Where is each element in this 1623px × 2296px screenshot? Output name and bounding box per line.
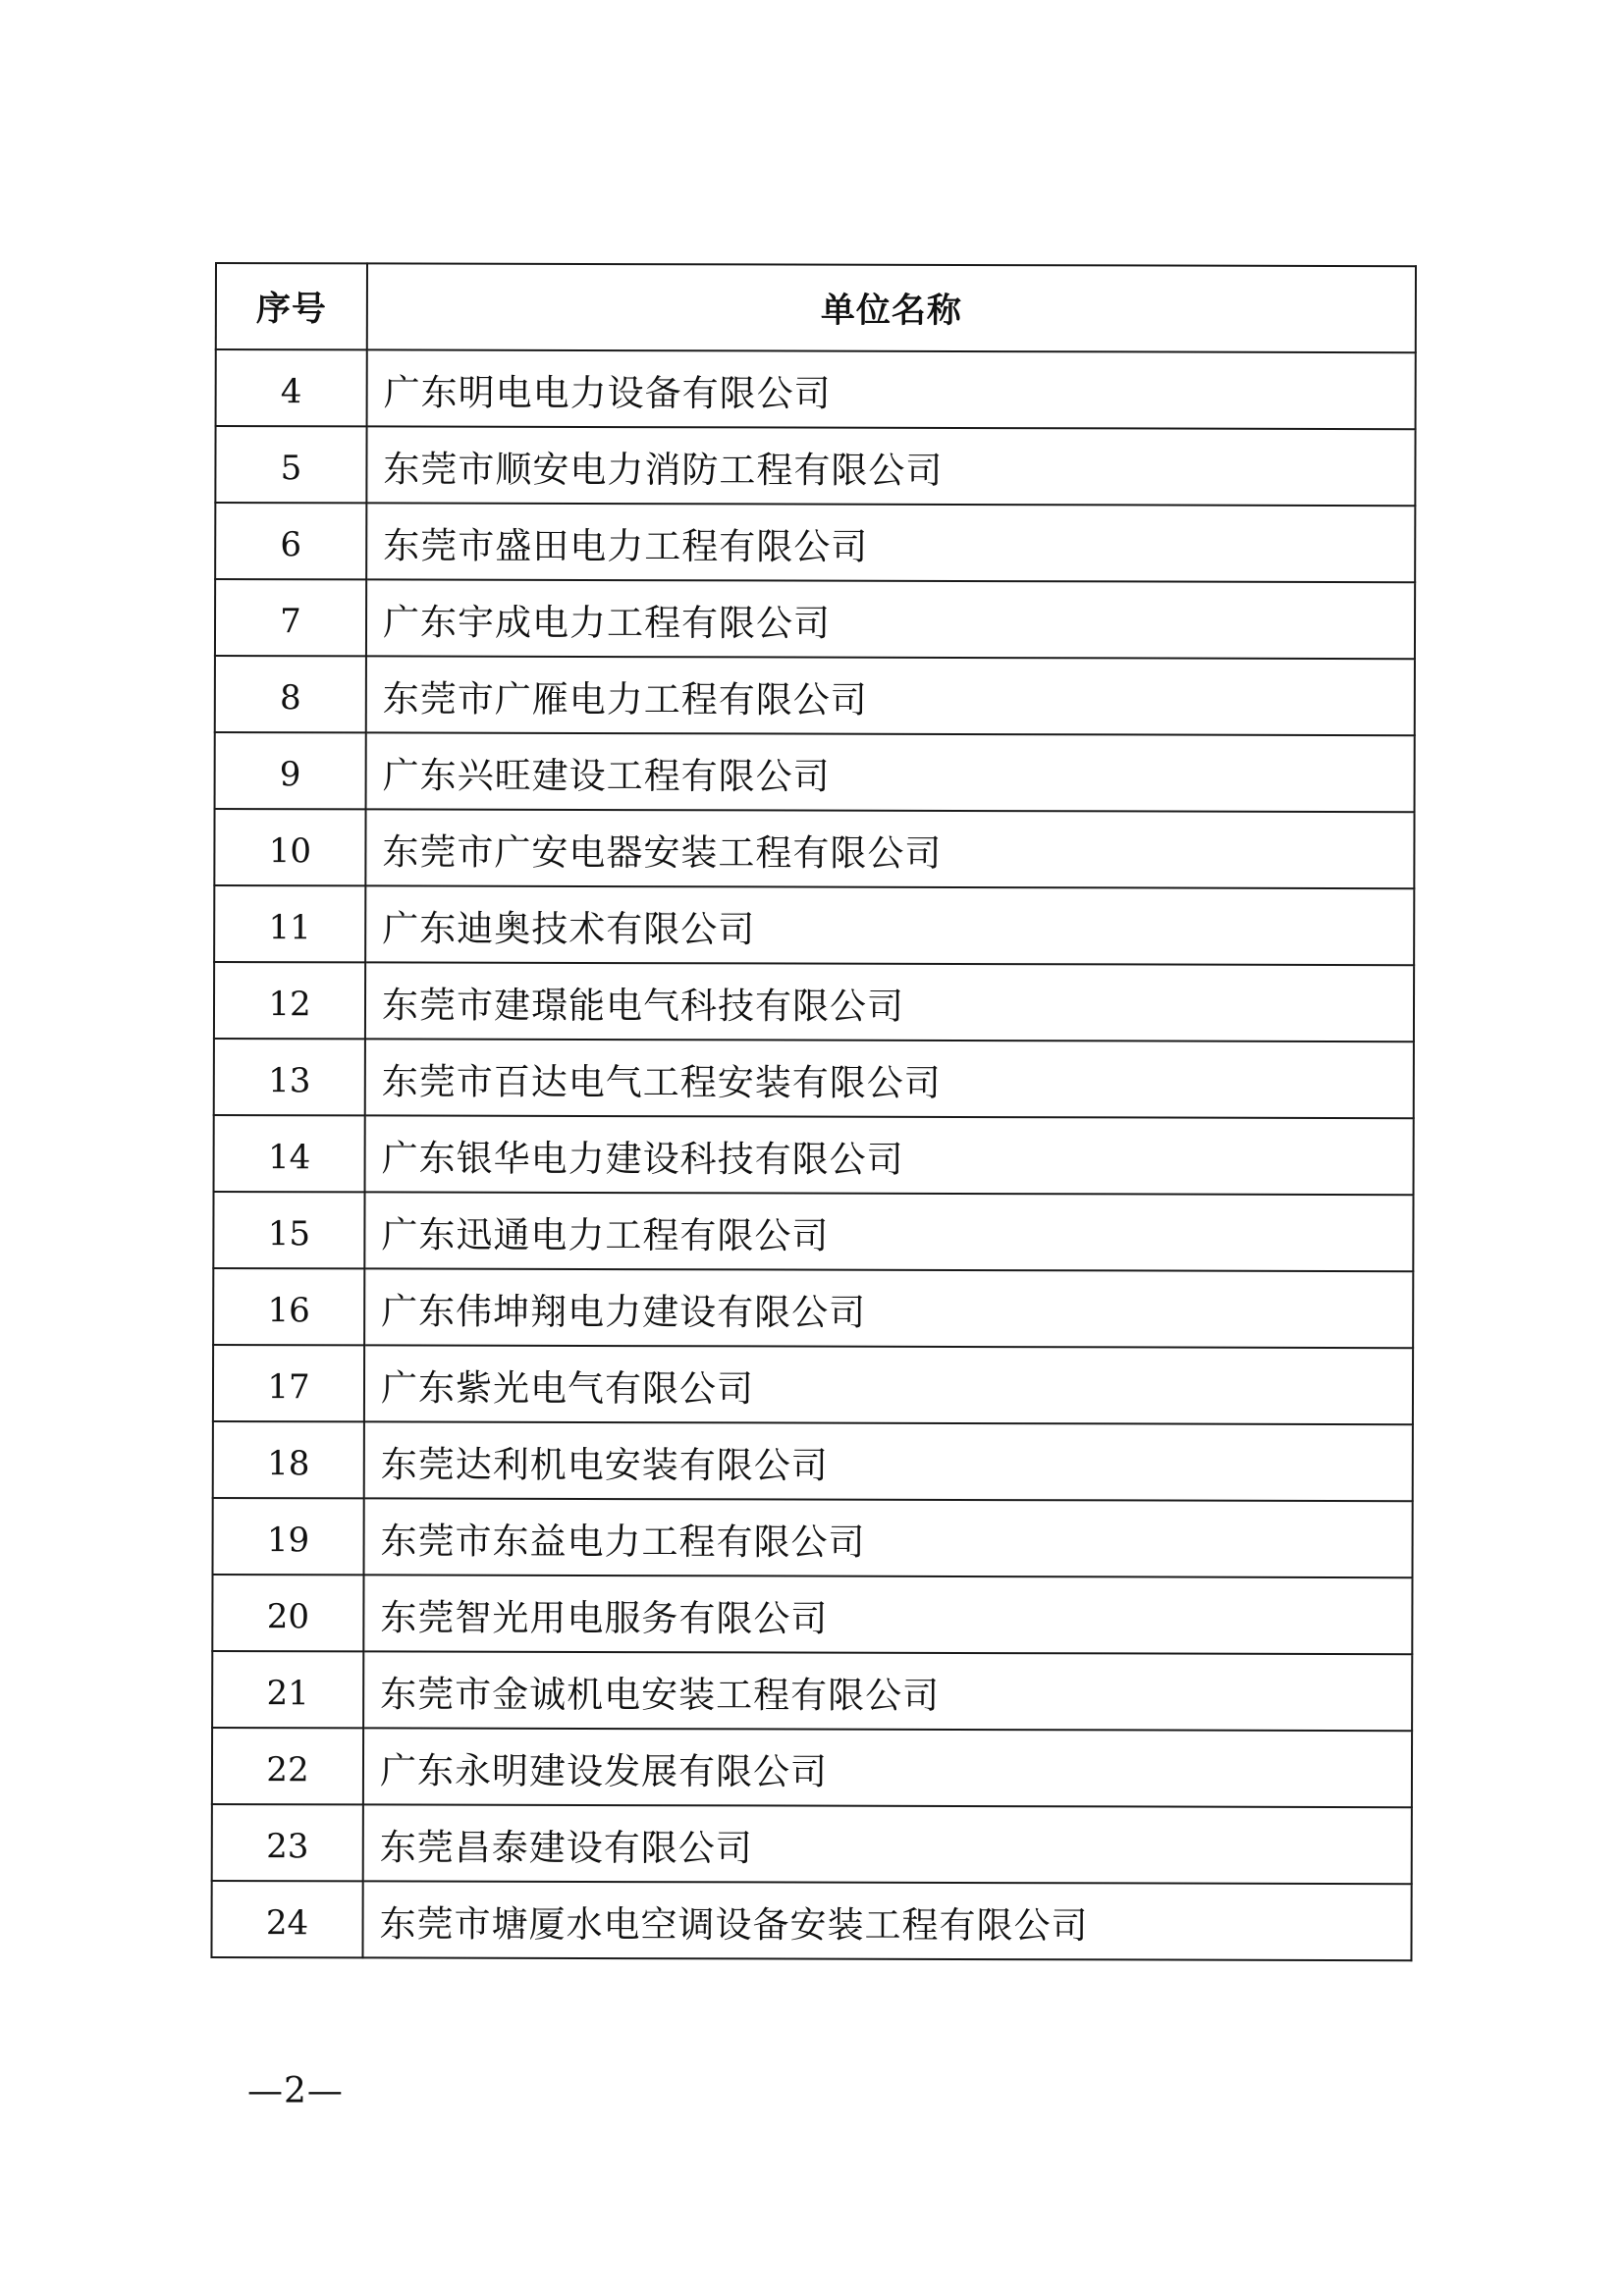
row-index: 11	[214, 885, 365, 962]
row-index: 23	[212, 1804, 363, 1881]
row-company-name: 广东迅通电力工程有限公司	[364, 1192, 1413, 1271]
row-index: 20	[212, 1575, 363, 1651]
row-company-name: 东莞市金诚机电安装工程有限公司	[363, 1651, 1412, 1731]
row-company-name: 广东明电电力设备有限公司	[367, 349, 1416, 429]
table-row	[213, 1268, 1413, 1348]
row-company-name: 东莞昌泰建设有限公司	[363, 1804, 1412, 1884]
header-index: 序号	[216, 263, 367, 349]
row-index: 8	[215, 656, 366, 732]
table-row	[211, 1881, 1411, 1960]
table-row	[215, 426, 1415, 506]
table-row	[213, 1345, 1413, 1424]
row-index: 4	[216, 349, 367, 426]
table-row	[215, 656, 1415, 735]
row-index: 12	[214, 962, 365, 1039]
table-row	[215, 503, 1415, 582]
row-index: 17	[213, 1345, 364, 1421]
table-row	[214, 1115, 1414, 1195]
table-row	[214, 809, 1414, 888]
table-row	[214, 885, 1414, 965]
table-row	[212, 1498, 1412, 1577]
row-company-name: 东莞市广雁电力工程有限公司	[366, 656, 1415, 735]
row-index: 10	[214, 809, 365, 885]
row-company-name: 东莞市塘厦水电空调设备安装工程有限公司	[362, 1881, 1411, 1960]
table-row	[212, 1651, 1412, 1731]
row-index: 19	[212, 1498, 363, 1575]
row-company-name: 广东兴旺建设工程有限公司	[366, 732, 1415, 812]
row-company-name: 广东银华电力建设科技有限公司	[365, 1115, 1414, 1195]
row-company-name: 广东伟坤翔电力建设有限公司	[364, 1268, 1413, 1348]
row-index: 18	[213, 1421, 364, 1498]
row-company-name: 东莞市建璟能电气科技有限公司	[365, 962, 1414, 1041]
row-index: 9	[215, 732, 366, 809]
row-company-name: 东莞市百达电气工程安装有限公司	[365, 1039, 1414, 1118]
table-row	[213, 1192, 1413, 1271]
row-index: 6	[215, 503, 366, 579]
row-company-name: 东莞市盛田电力工程有限公司	[366, 503, 1415, 582]
header-company-name: 单位名称	[367, 263, 1416, 352]
table-row	[215, 579, 1415, 659]
row-company-name: 广东永明建设发展有限公司	[363, 1728, 1412, 1807]
row-index: 21	[212, 1651, 363, 1728]
row-index: 15	[213, 1192, 364, 1268]
page-number: —2—	[247, 2071, 344, 2111]
table-row	[214, 962, 1414, 1041]
row-index: 7	[215, 579, 366, 656]
row-company-name: 东莞达利机电安装有限公司	[364, 1421, 1413, 1501]
table-row	[213, 1421, 1413, 1501]
table-row	[214, 1039, 1414, 1118]
row-company-name: 东莞智光用电服务有限公司	[363, 1575, 1412, 1654]
row-company-name: 广东宇成电力工程有限公司	[366, 579, 1415, 659]
table-header-row	[216, 263, 1416, 352]
table-row	[215, 732, 1415, 812]
row-index: 13	[214, 1039, 365, 1115]
row-index: 14	[214, 1115, 365, 1192]
row-index: 24	[211, 1881, 362, 1957]
table-row	[216, 349, 1416, 429]
row-index: 22	[212, 1728, 363, 1804]
table-row	[212, 1575, 1412, 1654]
row-company-name: 广东紫光电气有限公司	[364, 1345, 1413, 1424]
table-row	[212, 1728, 1412, 1807]
row-company-name: 广东迪奥技术有限公司	[365, 885, 1414, 965]
row-company-name: 东莞市顺安电力消防工程有限公司	[366, 426, 1415, 506]
row-company-name: 东莞市东益电力工程有限公司	[363, 1498, 1412, 1577]
company-table	[210, 262, 1417, 1961]
row-index: 16	[213, 1268, 364, 1345]
table-row	[212, 1804, 1412, 1884]
row-index: 5	[215, 426, 366, 503]
row-company-name: 东莞市广安电器安装工程有限公司	[365, 809, 1414, 888]
